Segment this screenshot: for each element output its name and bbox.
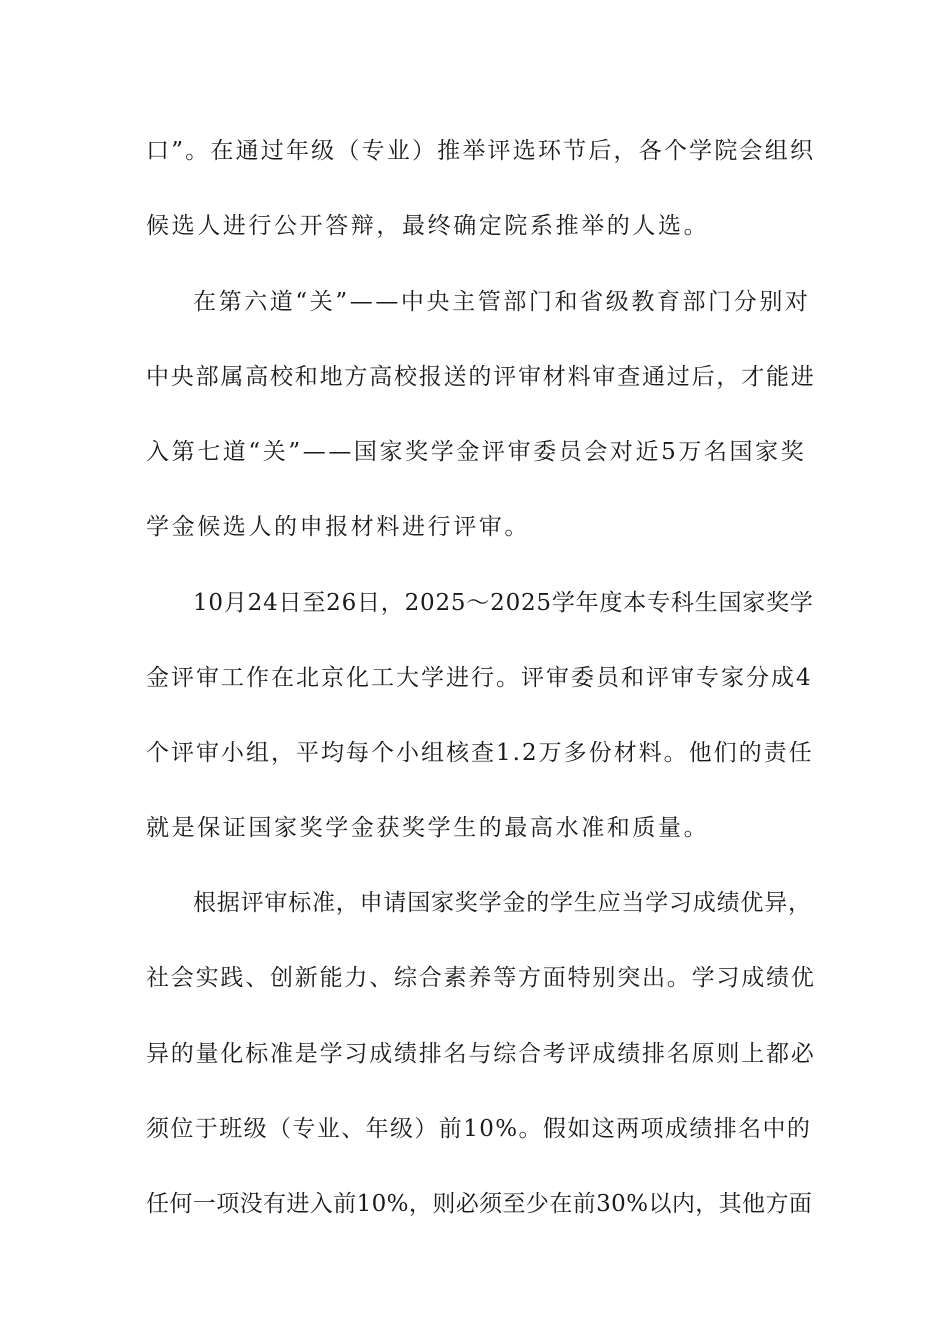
paragraph-2-line-4: 学金候选人的申报材料进行评审。 [146, 514, 530, 540]
paragraph-2-line-1: 在第六道“关”——中央主管部门和省级教育部门分别对 [193, 289, 811, 315]
paragraph-4-line-3: 异的量化标准是学习成绩排名与综合考评成绩排名原则上都必 [146, 1041, 816, 1067]
paragraph-4-line-5: 任何一项没有进入前10%，则必须至少在前30%以内，其他方面 [146, 1191, 813, 1217]
paragraph-3-line-2: 金评审工作在北京化工大学进行。评审委员和评审专家分成4 [146, 665, 813, 691]
paragraph-4-line-2: 社会实践、创新能力、综合素养等方面特别突出。学习成绩优 [146, 965, 816, 991]
paragraph-2-line-3: 入第七道“关”——国家奖学金评审委员会对近5万名国家奖 [146, 439, 807, 465]
paragraph-1-line-1: 口”。在通过年级（专业）推举评选环节后，各个学院会组织 [146, 138, 816, 164]
paragraph-4-line-1: 根据评审标准，申请国家奖学金的学生应当学习成绩优异， [193, 890, 812, 916]
paragraph-3-line-4: 就是保证国家奖学金获奖学生的最高水准和质量。 [146, 815, 710, 841]
paragraph-3-line-1: 10月24日至26日，2025～2025学年度本专科生国家奖学 [193, 590, 814, 616]
paragraph-2-line-2: 中央部属高校和地方高校报送的评审材料审查通过后，才能进 [146, 364, 816, 390]
paragraph-4-line-4: 须位于班级（专业、年级）前10%。假如这两项成绩排名中的 [146, 1116, 812, 1142]
paragraph-1-line-2: 候选人进行公开答辩，最终确定院系推举的人选。 [146, 213, 710, 239]
paragraph-3-line-3: 个评审小组，平均每个小组核查1.2万多份材料。他们的责任 [146, 740, 814, 766]
